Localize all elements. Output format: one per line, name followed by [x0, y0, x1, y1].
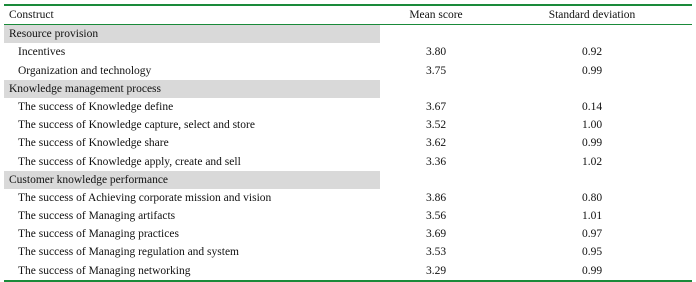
- construct-cell: Organization and technology: [18, 64, 152, 77]
- standard-deviation-cell: 1.00: [581, 119, 603, 132]
- group-label: Knowledge management process: [4, 80, 380, 98]
- table-row: [4, 62, 692, 80]
- construct-cell: The success of Knowledge capture, select and store: [18, 119, 255, 132]
- standard-deviation-cell: 1.02: [581, 155, 603, 168]
- table-header: [4, 6, 692, 24]
- construct-cell: The success of Managing regulation and system: [18, 246, 239, 259]
- mean-score-cell: 3.36: [425, 155, 447, 168]
- construct-cell: The success of Knowledge apply, create and sell: [18, 155, 241, 168]
- standard-deviation-cell: 0.95: [581, 246, 603, 259]
- group-row: [4, 25, 692, 43]
- mean-score-cell: 3.69: [425, 228, 447, 241]
- construct-cell: The success of Managing artifacts: [18, 210, 176, 223]
- table-row: [4, 116, 692, 134]
- construct-cell: The success of Knowledge share: [18, 137, 169, 150]
- construct-cell: The success of Managing networking: [18, 264, 191, 277]
- group-label: Resource provision: [4, 25, 380, 43]
- construct-cell: The success of Knowledge define: [18, 100, 174, 113]
- table-row: [4, 243, 692, 261]
- construct-cell: The success of Achieving corporate mission and vision: [18, 191, 272, 204]
- standard-deviation-cell: 0.99: [581, 264, 603, 277]
- construct-cell: The success of Managing practices: [18, 228, 179, 241]
- group-label: Customer knowledge performance: [4, 171, 380, 189]
- table-row: [4, 134, 692, 152]
- standard-deviation-cell: 0.14: [581, 100, 603, 113]
- standard-deviation-cell: 0.99: [581, 137, 603, 150]
- table-body: [4, 25, 692, 280]
- group-row: [4, 80, 692, 98]
- mean-score-cell: 3.62: [425, 137, 447, 150]
- mean-score-cell: 3.53: [425, 246, 447, 259]
- mean-score-cell: 3.52: [425, 119, 447, 132]
- standard-deviation-cell: 0.99: [581, 64, 603, 77]
- mean-score-cell: 3.56: [425, 210, 447, 223]
- standard-deviation-cell: 0.92: [581, 46, 603, 59]
- standard-deviation-cell: 1.01: [581, 210, 603, 223]
- mean-score-cell: 3.29: [425, 264, 447, 277]
- mean-score-cell: 3.67: [425, 100, 447, 113]
- table-row: [4, 262, 692, 280]
- standard-deviation-cell: 0.97: [581, 228, 603, 241]
- header-standard-deviation: Standard deviation: [548, 9, 636, 21]
- mean-score-cell: 3.80: [425, 46, 447, 59]
- table-row: [4, 207, 692, 225]
- group-row: [4, 171, 692, 189]
- stats-table: [4, 4, 692, 282]
- mean-score-cell: 3.86: [425, 191, 447, 204]
- table-row: [4, 153, 692, 171]
- table-row: [4, 98, 692, 116]
- header-mean-score: Mean score: [409, 9, 463, 21]
- table-row: [4, 225, 692, 243]
- mean-score-cell: 3.75: [425, 64, 447, 77]
- table-row: [4, 189, 692, 207]
- standard-deviation-cell: 0.80: [581, 191, 603, 204]
- header-construct: Construct: [9, 9, 54, 21]
- construct-cell: Incentives: [18, 46, 66, 59]
- table-row: [4, 43, 692, 61]
